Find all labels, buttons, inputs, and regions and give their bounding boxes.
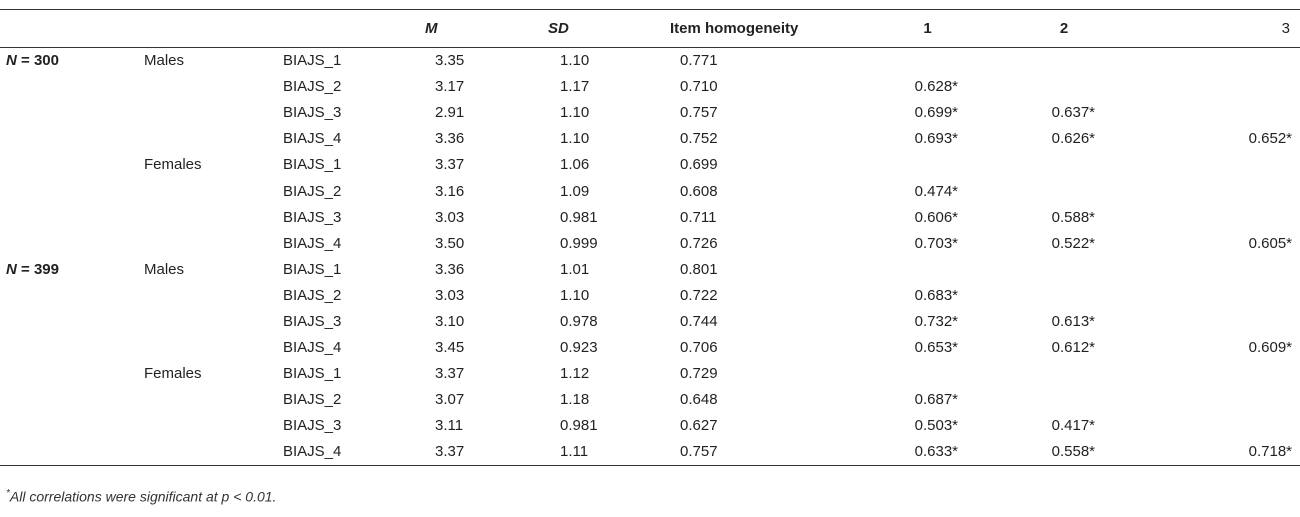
- cell-item: BIAJS_3: [283, 104, 342, 122]
- cell-item-homogeneity: 0.744: [680, 312, 718, 330]
- cell-group: Males: [144, 260, 185, 278]
- descriptive-statistics-table: [0, 9, 1300, 466]
- cell-sd: 1.01: [560, 260, 590, 278]
- cell-item: BIAJS_4: [283, 234, 342, 252]
- cell-sample-size: [0, 126, 144, 152]
- cell-sd: 1.12: [560, 365, 590, 383]
- cell-corr-1: 0.703*: [914, 234, 958, 252]
- cell-sd: 0.923: [560, 339, 598, 357]
- cell-corr-3: [1133, 178, 1300, 204]
- cell-sd: 1.18: [560, 391, 590, 409]
- header-mean: M: [417, 10, 540, 48]
- footnote-text: All correlations were significant at p < 0.01.: [9, 488, 277, 505]
- cell-group: [144, 178, 283, 204]
- table-row: [0, 387, 1300, 413]
- table-row: [0, 74, 1300, 100]
- footnote: [6, 488, 276, 505]
- cell-sample-size: [0, 74, 144, 100]
- cell-corr-3: [1133, 387, 1300, 413]
- cell-mean: 3.35: [435, 52, 465, 70]
- cell-group: [144, 230, 283, 256]
- table-row: [0, 361, 1300, 387]
- cell-corr-1: 0.474*: [914, 182, 958, 200]
- cell-sample-size: [0, 387, 144, 413]
- table-row: [0, 178, 1300, 204]
- cell-item: BIAJS_4: [283, 130, 342, 148]
- cell-corr-3: [1133, 361, 1300, 387]
- cell-sd: 1.10: [560, 130, 590, 148]
- cell-sd: 0.978: [560, 312, 598, 330]
- cell-item-homogeneity: 0.699: [680, 156, 718, 174]
- cell-mean: 3.37: [417, 439, 540, 465]
- table-row: [0, 126, 1300, 152]
- cell-corr-3: [1133, 413, 1300, 439]
- cell-corr-1: 0.628*: [914, 78, 958, 96]
- cell-corr-2: 0.637*: [1051, 104, 1095, 122]
- cell-corr-3: 0.718*: [1133, 439, 1300, 465]
- cell-corr-3: 0.605*: [1248, 234, 1292, 252]
- cell-sd: 1.10: [560, 286, 590, 304]
- cell-group: [144, 74, 283, 100]
- cell-sd: 1.10: [560, 52, 590, 70]
- cell-mean: 3.03: [435, 286, 465, 304]
- cell-group: [144, 335, 283, 361]
- cell-sd: 1.10: [560, 104, 590, 122]
- cell-sd: 0.999: [560, 234, 598, 252]
- cell-corr-1: 0.687*: [914, 391, 958, 409]
- cell-corr-2: 0.612*: [1051, 339, 1095, 357]
- cell-corr-3: [1133, 100, 1300, 126]
- cell-mean: 3.17: [435, 78, 465, 96]
- cell-corr-3: [1133, 204, 1300, 230]
- cell-item-homogeneity: 0.752: [680, 130, 718, 148]
- cell-item: BIAJS_2: [283, 286, 342, 304]
- cell-mean: 3.45: [435, 339, 465, 357]
- cell-mean: 3.37: [435, 156, 465, 174]
- cell-group: [144, 413, 283, 439]
- cell-group: [144, 204, 283, 230]
- cell-item-homogeneity: 0.726: [680, 234, 718, 252]
- cell-item: BIAJS_3: [283, 417, 342, 435]
- cell-group: Females: [144, 156, 202, 174]
- cell-item-homogeneity: 0.757: [680, 104, 718, 122]
- cell-mean: 3.50: [435, 234, 465, 252]
- cell-mean: 3.36: [435, 130, 465, 148]
- cell-item: BIAJS_2: [283, 182, 342, 200]
- cell-corr-1: 0.699*: [914, 104, 958, 122]
- cell-mean: 3.36: [435, 260, 465, 278]
- cell-mean: 3.03: [435, 208, 465, 226]
- table-row: [0, 204, 1300, 230]
- cell-group: [144, 282, 283, 308]
- cell-item: BIAJS_3: [283, 312, 342, 330]
- cell-corr-2: [995, 178, 1133, 204]
- header-row: [0, 10, 1300, 48]
- cell-corr-3: [1133, 48, 1300, 74]
- cell-corr-2: 0.588*: [1051, 208, 1095, 226]
- cell-mean: 3.10: [435, 312, 465, 330]
- cell-sample-size: [0, 361, 144, 387]
- cell-corr-1: [860, 48, 995, 74]
- cell-sample-size: [0, 204, 144, 230]
- cell-item: BIAJS_1: [283, 52, 342, 70]
- cell-sample-size: [0, 178, 144, 204]
- cell-corr-1: 0.606*: [914, 208, 958, 226]
- cell-item: BIAJS_1: [283, 260, 342, 278]
- cell-corr-2: [995, 361, 1133, 387]
- cell-corr-2: 0.613*: [1051, 312, 1095, 330]
- cell-group: [144, 126, 283, 152]
- cell-mean: 3.11: [435, 417, 464, 435]
- table-row: [0, 256, 1300, 282]
- table-row: [0, 308, 1300, 334]
- cell-corr-2: [995, 48, 1133, 74]
- cell-sample-size: [0, 308, 144, 334]
- cell-corr-3: [1133, 256, 1300, 282]
- cell-group: [144, 100, 283, 126]
- cell-group: [144, 439, 283, 465]
- table-row: [0, 230, 1300, 256]
- cell-item: BIAJS_2: [283, 391, 342, 409]
- cell-item: BIAJS_4: [283, 439, 417, 465]
- cell-corr-2: 0.558*: [995, 439, 1133, 465]
- cell-item-homogeneity: 0.801: [680, 260, 718, 278]
- cell-item: BIAJS_2: [283, 78, 342, 96]
- cell-item-homogeneity: 0.729: [680, 365, 718, 383]
- header-col-1: 1: [860, 10, 995, 48]
- cell-sd: 1.09: [560, 182, 590, 200]
- cell-mean: 3.37: [435, 365, 465, 383]
- cell-group: Males: [144, 52, 185, 70]
- cell-sd: 1.06: [560, 156, 590, 174]
- cell-corr-2: 0.626*: [1051, 130, 1095, 148]
- cell-item-homogeneity: 0.757: [670, 439, 860, 465]
- table-row: [0, 335, 1300, 361]
- cell-corr-3: [1133, 282, 1300, 308]
- cell-corr-2: [995, 152, 1133, 178]
- cell-corr-2: 0.417*: [1051, 417, 1095, 435]
- cell-item-homogeneity: 0.771: [680, 52, 718, 70]
- cell-sample-size: N = 399: [6, 260, 59, 278]
- table-body: [0, 48, 1300, 466]
- cell-sample-size: [0, 230, 144, 256]
- cell-corr-1: 0.503*: [914, 417, 958, 435]
- cell-sd: 0.981: [560, 417, 598, 435]
- cell-sample-size: [0, 439, 144, 465]
- header-group: [144, 10, 283, 48]
- cell-sample-size: [0, 335, 144, 361]
- table-row: [0, 48, 1300, 74]
- cell-sample-size: [0, 282, 144, 308]
- cell-mean: 3.16: [435, 182, 465, 200]
- cell-corr-3: 0.609*: [1248, 339, 1292, 357]
- cell-corr-2: [995, 74, 1133, 100]
- footnote-mark: *: [6, 488, 10, 499]
- table-row: [0, 282, 1300, 308]
- table-row: [0, 152, 1300, 178]
- cell-item-homogeneity: 0.722: [680, 286, 718, 304]
- cell-corr-2: 0.522*: [1051, 234, 1095, 252]
- cell-sample-size: [0, 413, 144, 439]
- cell-corr-3: [1133, 308, 1300, 334]
- header-item: [283, 10, 417, 48]
- cell-item-homogeneity: 0.648: [680, 391, 718, 409]
- cell-corr-3: 0.652*: [1248, 130, 1292, 148]
- cell-corr-1: 0.693*: [914, 130, 958, 148]
- cell-item: BIAJS_3: [283, 208, 342, 226]
- cell-mean: 2.91: [435, 104, 465, 122]
- table-row: [0, 100, 1300, 126]
- cell-sample-size: [0, 100, 144, 126]
- cell-item-homogeneity: 0.710: [680, 78, 718, 96]
- cell-corr-1: 0.653*: [914, 339, 958, 357]
- cell-sd: 0.981: [560, 208, 598, 226]
- cell-item: BIAJS_1: [283, 365, 342, 383]
- cell-item-homogeneity: 0.706: [680, 339, 718, 357]
- cell-corr-3: [1133, 152, 1300, 178]
- header-col-3: 3: [1133, 10, 1300, 48]
- cell-item-homogeneity: 0.608: [680, 182, 718, 200]
- cell-sample-size: N = 300: [6, 52, 59, 70]
- cell-item: BIAJS_4: [283, 339, 342, 357]
- cell-item: BIAJS_1: [283, 156, 342, 174]
- cell-corr-1: [860, 152, 995, 178]
- cell-sd: 1.17: [560, 78, 590, 96]
- cell-corr-2: [995, 282, 1133, 308]
- table-row: [0, 439, 1300, 465]
- cell-corr-1: 0.683*: [914, 286, 958, 304]
- header-item-homogeneity: Item homogeneity: [670, 10, 860, 48]
- cell-corr-1: [860, 361, 995, 387]
- cell-item-homogeneity: 0.627: [680, 417, 718, 435]
- cell-item-homogeneity: 0.711: [680, 208, 717, 226]
- cell-corr-3: [1133, 74, 1300, 100]
- cell-sample-size: [0, 152, 144, 178]
- cell-corr-1: [860, 256, 995, 282]
- cell-corr-1: 0.633*: [860, 439, 995, 465]
- cell-group: Females: [144, 365, 202, 383]
- cell-group: [144, 308, 283, 334]
- header-sd: SD: [540, 10, 670, 48]
- cell-mean: 3.07: [435, 391, 465, 409]
- cell-sd: 1.11: [540, 439, 670, 465]
- cell-corr-1: 0.732*: [914, 312, 958, 330]
- table-row: [0, 413, 1300, 439]
- cell-corr-2: [995, 387, 1133, 413]
- cell-corr-2: [995, 256, 1133, 282]
- header-col-2: 2: [995, 10, 1133, 48]
- header-n: [0, 10, 144, 48]
- cell-group: [144, 387, 283, 413]
